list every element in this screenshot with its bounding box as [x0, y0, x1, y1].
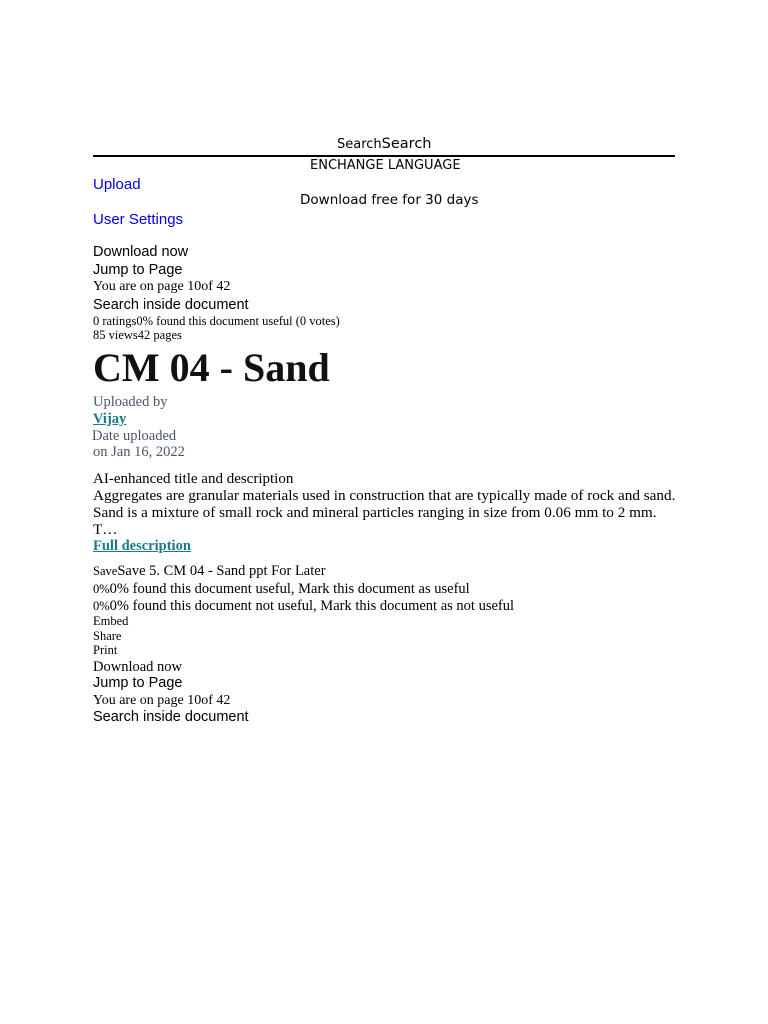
views-pages-info: 85 views42 pages: [93, 328, 182, 342]
search-button[interactable]: [337, 137, 432, 152]
mark-not-useful-label: 0% found this document not useful, Mark this document as not useful: [109, 598, 515, 614]
embed-button[interactable]: Embed: [93, 614, 129, 628]
save-icon: Save: [93, 564, 118, 578]
save-for-later-button[interactable]: [93, 564, 326, 579]
thumbs-up-icon: 0%: [93, 582, 110, 596]
ratings-info: 0 ratings0% found this document useful (0 votes): [93, 314, 340, 328]
search-inside-document-button-bottom[interactable]: Search inside document: [93, 709, 249, 725]
mark-useful-label: 0% found this document useful, Mark this document as useful: [109, 581, 470, 597]
print-button[interactable]: Print: [93, 643, 118, 657]
uploaded-by-label: Uploaded by: [93, 394, 168, 410]
thumbs-down-icon: 0%: [93, 599, 110, 613]
save-label: Save 5. CM 04 - Sand ppt For Later: [117, 563, 326, 579]
download-now-button-bottom[interactable]: Download now: [93, 659, 183, 675]
mark-not-useful-button[interactable]: [93, 599, 514, 614]
jump-to-page-button-bottom[interactable]: Jump to Page: [93, 675, 183, 691]
search-label-small: Search: [337, 137, 382, 152]
uploader-link[interactable]: Vijay: [93, 411, 127, 427]
search-inside-document-button[interactable]: Search inside document: [93, 297, 249, 313]
date-uploaded-value: on Jan 16, 2022: [93, 444, 185, 460]
download-now-button[interactable]: Download now: [93, 244, 189, 260]
search-label: Search: [381, 136, 432, 152]
header-divider: [93, 155, 675, 157]
upload-link[interactable]: Upload: [93, 176, 141, 193]
jump-to-page-button[interactable]: Jump to Page: [93, 262, 183, 278]
page-status: You are on page 10of 42: [93, 279, 231, 294]
download-free-link[interactable]: Download free for 30 days: [300, 192, 479, 208]
share-button[interactable]: Share: [93, 629, 122, 643]
change-language-link[interactable]: ENCHANGE LANGUAGE: [310, 158, 461, 173]
page-status-bottom: You are on page 10of 42: [93, 693, 231, 708]
user-settings-link[interactable]: User Settings: [93, 211, 184, 228]
date-uploaded-label: Date uploaded: [92, 428, 177, 444]
ai-enhanced-label: AI-enhanced title and description: [93, 471, 294, 487]
document-description: Aggregates are granular materials used in construction that are typically made of rock and sand. Sand is a mixture of small rock and mineral particles ranging in size from 0.06 mm to 2 mm. T…: [93, 487, 676, 538]
full-description-link[interactable]: Full description: [93, 538, 191, 554]
page-title: CM 04 - Sand: [93, 345, 330, 390]
mark-useful-button[interactable]: [93, 582, 470, 597]
